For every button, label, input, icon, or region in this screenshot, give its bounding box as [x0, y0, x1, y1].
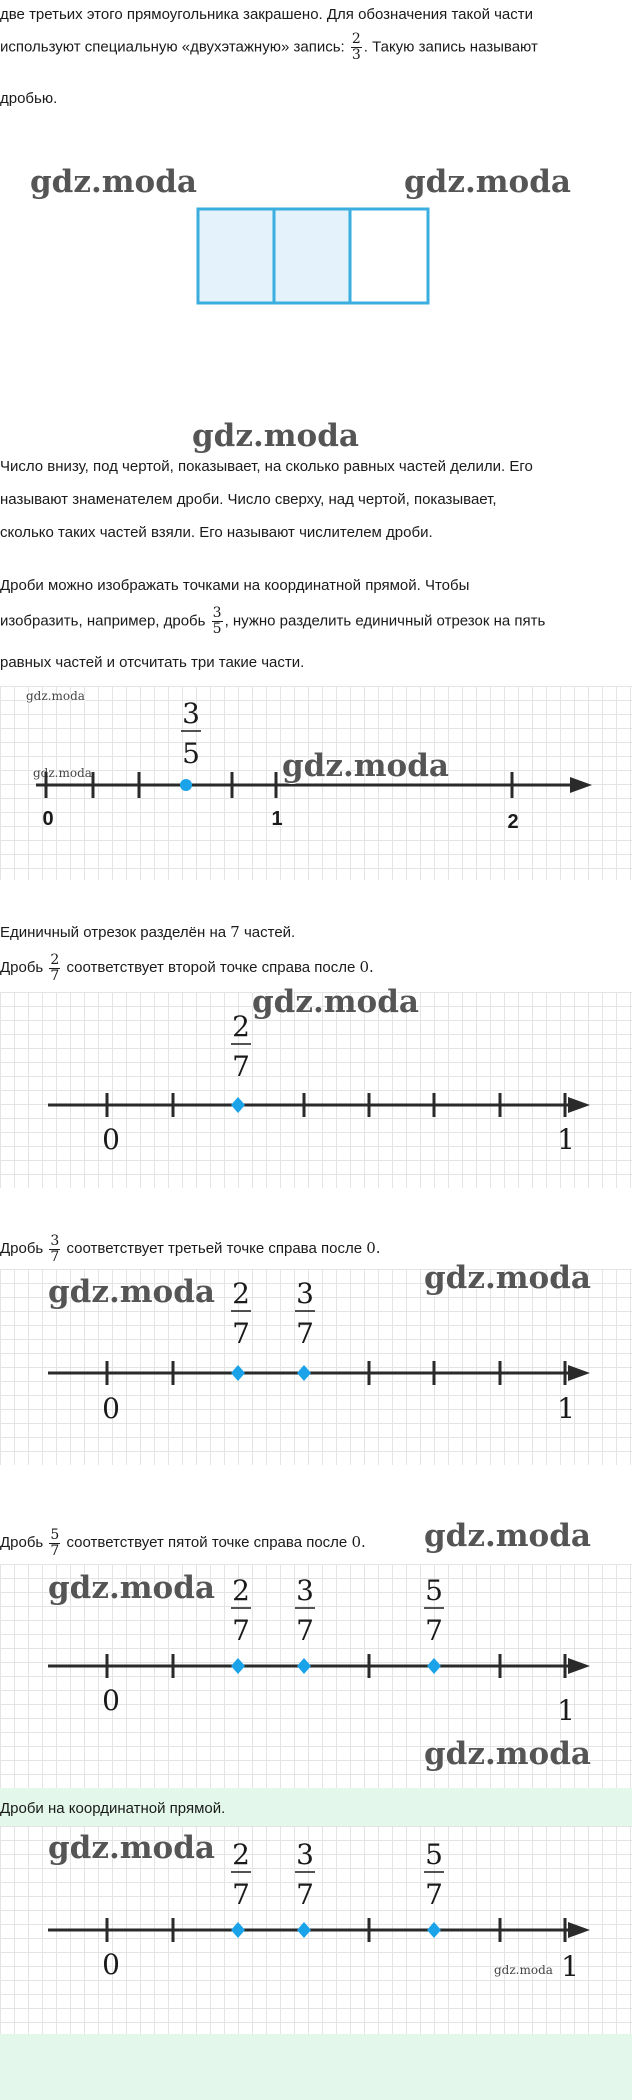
watermark: gdz.moda: [282, 748, 449, 784]
point-label-numerator: 2: [232, 1010, 250, 1043]
zero-mark: 0.: [359, 958, 374, 976]
point-label-denominator: 7: [296, 1614, 314, 1647]
point-three-sevenths: [297, 1658, 311, 1674]
intro-line-2-before: используют специальную «двухэтажную» запись:: [0, 38, 345, 56]
sevenths-line-2-before: Дробь: [0, 959, 44, 976]
point-label-numerator: 2: [232, 1838, 250, 1871]
intro-line-1: две третьих этого прямоугольника закрашено. Для обозначения такой части: [0, 6, 534, 23]
tick-label-2: 2: [507, 811, 519, 833]
fraction-numerator: 3: [50, 1232, 60, 1249]
tick-label-1: 1: [557, 1123, 575, 1156]
tick-label-1: 1: [561, 1950, 579, 1983]
watermark: gdz.moda: [494, 1963, 553, 1977]
intro-line-2: [0, 32, 632, 63]
point-label-denominator: 7: [296, 1878, 314, 1911]
tick-label-1: 1: [557, 1694, 575, 1727]
point-label-denominator: 7: [232, 1614, 250, 1647]
axis-arrow: [568, 1097, 590, 1113]
sevenths-line-1: [0, 917, 632, 948]
rectangle-part-1: [198, 209, 274, 303]
watermark: gdz.moda: [30, 164, 197, 200]
watermark: gdz.moda: [424, 1736, 591, 1772]
axis-arrow: [568, 1365, 590, 1381]
fraction-numerator: 3: [212, 605, 222, 621]
tick-label-1: 1: [271, 808, 283, 830]
watermark: gdz.moda: [33, 766, 92, 780]
three-sevenths-after: соответствует третьей точке справа после: [66, 1240, 363, 1257]
tick-label-0: 0: [102, 1684, 120, 1717]
tick-label-0: 0: [102, 1123, 120, 1156]
fraction-numerator: 2: [50, 951, 60, 968]
final-section-title: Дроби на координатной прямой.: [0, 1800, 226, 1817]
fraction-two-thirds: [351, 32, 362, 63]
sevenths-count: 7: [230, 923, 240, 941]
watermark: gdz.moda: [26, 689, 85, 703]
number-line-two-sevenths: [0, 992, 632, 1188]
point-label-numerator: 5: [425, 1574, 443, 1607]
point-five-sevenths: [427, 1922, 441, 1938]
watermark: gdz.moda: [424, 1518, 591, 1554]
fraction-denominator: 3: [351, 47, 361, 63]
watermark: gdz.moda: [192, 418, 359, 454]
explanation-line-2: называют знаменателем дроби. Число сверху, над чертой, показывает,: [0, 491, 497, 508]
points-text-line-1: Дроби можно изображать точками на координатной прямой. Чтобы: [0, 577, 470, 594]
point-two-sevenths: [231, 1365, 245, 1381]
rectangle-part-2: [274, 209, 350, 303]
fraction-three-fifths: [212, 606, 223, 637]
point-label-numerator: 2: [232, 1277, 250, 1310]
axis-arrow: [570, 777, 592, 793]
fraction-five-sevenths: [49, 1528, 60, 1559]
point-label-numerator: 3: [296, 1574, 314, 1607]
tick-label-0: 0: [42, 808, 54, 830]
point-two-sevenths: [231, 1658, 245, 1674]
points-text-line-2-before: изобразить, например, дробь: [0, 612, 206, 630]
axis-arrow: [568, 1658, 590, 1674]
rectangle-part-3: [350, 209, 428, 303]
sevenths-line-2-after: соответствует второй точке справа после: [66, 959, 356, 976]
point-two-sevenths: [231, 1922, 245, 1938]
point-label-numerator: 3: [296, 1277, 314, 1310]
point-label-denominator: 7: [232, 1050, 250, 1083]
point-five-sevenths: [427, 1658, 441, 1674]
watermark: gdz.moda: [404, 164, 571, 200]
five-sevenths-before: Дробь: [0, 1534, 44, 1551]
sevenths-line-1-before: Единичный отрезок разделён на: [0, 924, 227, 941]
explanation-line-1: Число внизу, под чертой, показывает, на сколько равных частей делили. Его: [0, 458, 533, 475]
fraction-numerator: 5: [50, 1526, 60, 1543]
points-text-line-3: равных частей и отсчитать три такие части.: [0, 654, 305, 671]
points-text-line-2: [0, 606, 632, 637]
watermark: gdz.moda: [252, 984, 419, 1020]
sevenths-line-2: [0, 952, 632, 984]
zero-mark: 0.: [351, 1533, 366, 1551]
tick-label-0: 0: [102, 1392, 120, 1425]
point-label-numerator: 2: [232, 1574, 250, 1607]
axis-arrow: [568, 1922, 590, 1938]
zero-mark: 0.: [366, 1239, 381, 1257]
point-two-sevenths: [231, 1097, 245, 1113]
point-three-fifths: [180, 779, 192, 791]
point-label-denominator: 7: [425, 1614, 443, 1647]
tick-label-0: 0: [102, 1948, 120, 1981]
point-three-sevenths: [297, 1922, 311, 1938]
sevenths-line-1-after: частей.: [243, 924, 296, 941]
fraction-numerator: 2: [351, 31, 361, 47]
fraction-three-sevenths: [49, 1234, 60, 1265]
watermark: gdz.moda: [48, 1570, 215, 1606]
point-label-denominator: 5: [182, 737, 200, 770]
point-label-numerator: 5: [425, 1838, 443, 1871]
fraction-denominator: 7: [50, 967, 60, 984]
three-sevenths-before: Дробь: [0, 1240, 44, 1257]
intro-line-2-after: . Такую запись называют: [363, 38, 538, 56]
tick-label-1: 1: [557, 1392, 575, 1425]
point-label-denominator: 7: [232, 1878, 250, 1911]
watermark: gdz.moda: [48, 1274, 215, 1310]
points-text-line-2-after: , нужно разделить единичный отрезок на пять: [224, 612, 546, 630]
intro-line-3: дробью.: [0, 90, 58, 107]
point-label-denominator: 7: [232, 1317, 250, 1350]
point-label-numerator: 3: [296, 1838, 314, 1871]
point-three-sevenths: [297, 1365, 311, 1381]
five-sevenths-after: соответствует пятой точке справа после: [66, 1534, 348, 1551]
explanation-line-3: сколько таких частей взяли. Его называют числителем дроби.: [0, 524, 433, 541]
point-label-numerator: 3: [182, 697, 200, 730]
watermark: gdz.moda: [424, 1260, 591, 1296]
point-label-denominator: 7: [296, 1317, 314, 1350]
fraction-rectangle: [196, 207, 432, 305]
point-label-denominator: 7: [425, 1878, 443, 1911]
fraction-two-sevenths: [49, 953, 60, 984]
fraction-denominator: 7: [50, 1542, 60, 1559]
watermark: gdz.moda: [48, 1830, 215, 1866]
fraction-denominator: 7: [50, 1248, 60, 1265]
fraction-denominator: 5: [212, 621, 222, 637]
